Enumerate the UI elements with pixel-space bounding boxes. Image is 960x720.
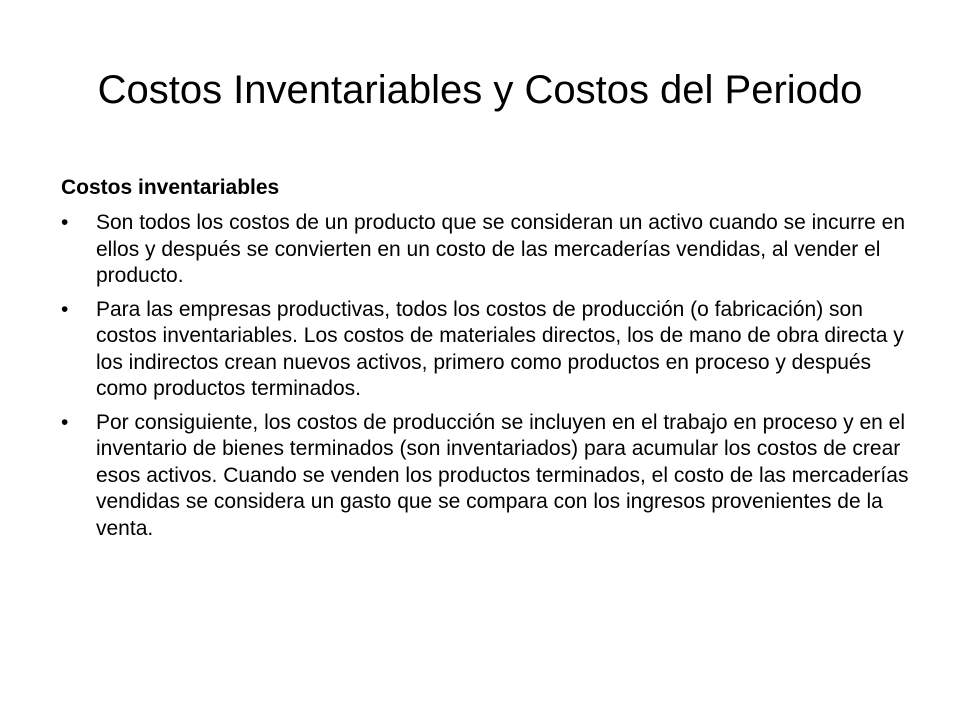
bullet-text: Para las empresas productivas, todos los costos de producción (o fabricación) son costos inventariables. Los costos de materiales directos, los de mano de obra directa y los indirectos crean nuevos activos, primero como productos en proceso y después como productos terminados. (96, 297, 904, 400)
bullet-item (61, 410, 911, 543)
slide-body (61, 174, 911, 549)
bullet-item (61, 297, 911, 403)
bullet-marker: • (61, 297, 69, 321)
bullet-item (61, 210, 911, 290)
section-heading: Costos inventariables (61, 176, 280, 199)
slide-title: Costos Inventariables y Costos del Periodo (97, 68, 863, 112)
bullet-marker: • (61, 410, 69, 434)
bullet-text: Son todos los costos de un producto que se consideran un activo cuando se incurre en ellos y después se convierten en un costo de las mercaderías vendidas, al vender el producto. (96, 211, 906, 287)
bullet-list (61, 210, 911, 542)
bullet-text: Por consiguiente, los costos de producción se incluyen en el trabajo en proceso y en el inventario de bienes terminados (son inventariados) para acumular los costos de crear esos activos. Cuando se venden los productos terminados, el costo de las mercaderías vendidas se considera un gasto que se compara con los ingresos provenientes de la venta. (96, 410, 909, 540)
bullet-marker: • (61, 211, 69, 234)
